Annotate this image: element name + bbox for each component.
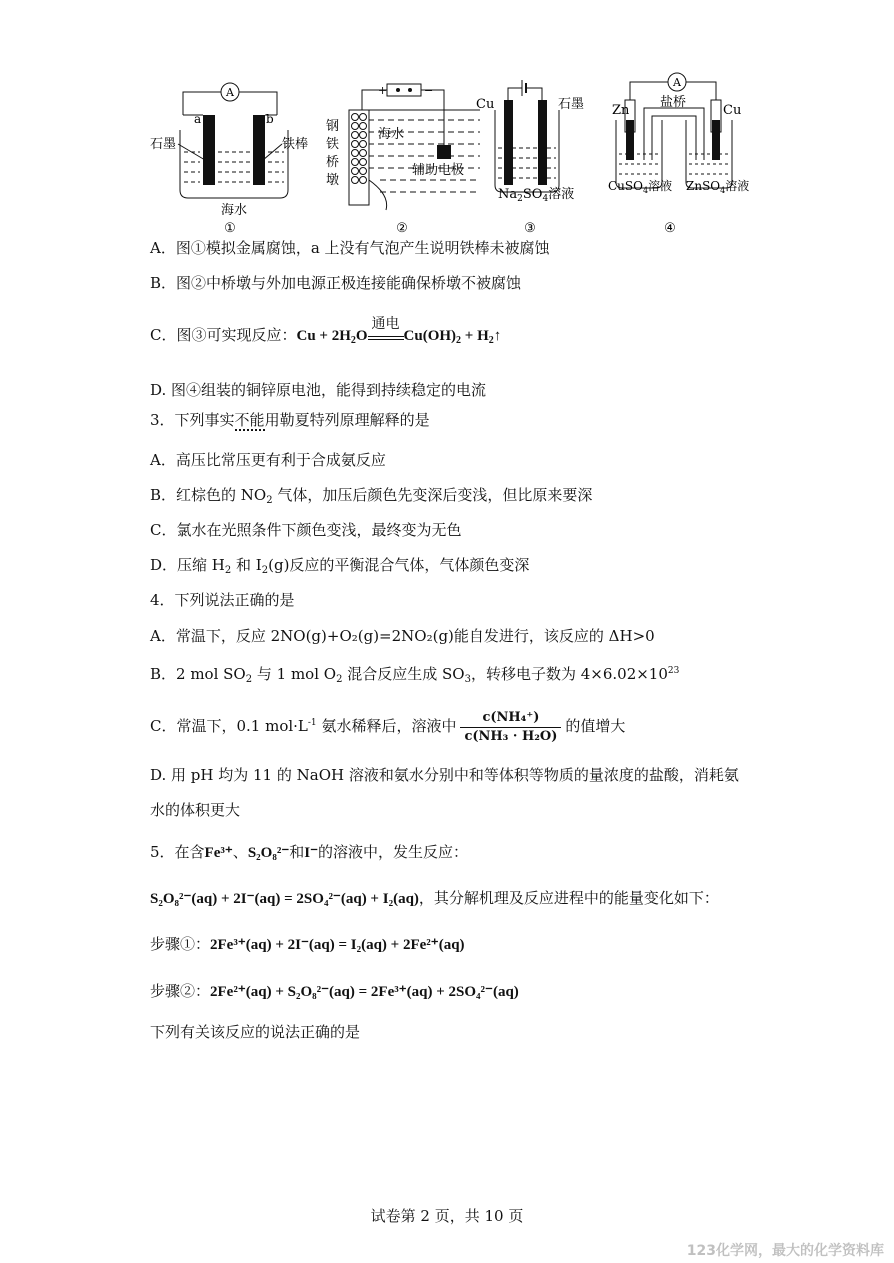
q5-overall-equation: S₂O₈²⁻(aq) + 2I⁻(aq) = 2SO₄²⁻(aq) + I₂(aq)，其分解机理及反应进程中的能量变化如下：: [150, 889, 719, 907]
fig1-meter: A: [226, 86, 234, 99]
fig1-label-a: a: [194, 112, 202, 126]
page-footer: 试卷第 2 页，共 10 页: [370, 1207, 524, 1225]
fig2-pier-3: 桥: [326, 155, 340, 170]
q3-option-a: A．高压比常压更有利于合成氨反应: [150, 451, 386, 469]
fig1-label-b: b: [266, 112, 274, 126]
apparatus-figures: [150, 70, 770, 235]
fig2-water: 海水: [378, 127, 405, 142]
figure-2: [326, 84, 480, 235]
fig3-right-label: 石墨: [558, 97, 585, 112]
q4-option-a: A．常温下，反应 2NO(g)+O₂(g)=2NO₂(g)能自发进行，该反应的 ΔH>0: [150, 627, 655, 645]
q3-option-d: D．压缩 $H_2$ 和 $I_2(g)$反应的平衡混合气体，气体颜色变深: [150, 556, 530, 576]
fig4-solution-1: CuSO$_4$溶液: [608, 179, 673, 195]
q5-step-1: 步骤①：2Fe³⁺(aq) + 2I⁻(aq) = I₂(aq) + 2Fe²⁺(aq): [150, 935, 465, 953]
fig2-pier-2: 铁: [326, 137, 340, 152]
fig3-number: ③: [524, 221, 536, 235]
q5-stem: 5．在含Fe³⁺、S₂O₈²⁻和I⁻的溶液中，发生反应：: [150, 843, 469, 861]
q4-option-c: C．常温下，0.1 $mol\cdot L^{-1}$ 氨水稀释后，溶液中 $\frac{\text{c(NH₄⁺)}}{\text{c(NH₃ · H₂O)}}$ 的值增大: [150, 709, 626, 744]
q3-option-c: C．氯水在光照条件下颜色变浅，最终变为无色: [150, 521, 462, 539]
fig2-aux: 辅助电极: [412, 163, 465, 178]
q4-option-b: B．2 mol $SO_2$ 与 1 mol $O_2$ 混合反应生成 $SO_3$，转移电子数为 $4\times 6.02\times 10^{23}$: [150, 665, 680, 685]
fig2-pier-1: 钢: [326, 119, 340, 134]
fig3-left-label: Cu: [476, 97, 495, 112]
fig1-liquid: 海水: [220, 203, 248, 218]
q5-tail: 下列有关该反应的说法正确的是: [150, 1023, 361, 1041]
fig4-meter: A: [673, 76, 681, 89]
q2-option-d: D. 图④组装的铜锌原电池，能得到持续稳定的电流: [150, 381, 487, 399]
q5-step-2: 步骤②：2Fe²⁺(aq) + S₂O₈²⁻(aq) = 2Fe³⁺(aq) + 2SO₄²⁻(aq): [150, 982, 519, 1000]
figure-1: [150, 83, 308, 235]
figure-4: [608, 73, 749, 235]
fig1-number: ①: [224, 221, 236, 235]
fig2-pier-4: 墩: [326, 173, 340, 188]
fig1-left-label: 石墨: [150, 137, 177, 152]
ratio-fraction: $\frac{\text{c(NH₄⁺)}}{\text{c(NH₃ · H₂O)}}$: [460, 709, 561, 746]
q3-option-b: B．红棕色的 $NO_2$ 气体，加压后颜色先变深后变浅，但比原来要深: [150, 486, 593, 506]
q2-option-b: B．图②中桥墩与外加电源正极连接能确保桥墩不被腐蚀: [150, 274, 522, 292]
q2-option-a: A．图①模拟金属腐蚀，a 上没有气泡产生说明铁棒未被腐蚀: [150, 239, 550, 257]
q2-option-c: C．图③可实现反应：$Cu + 2H_2O$ 通电 $Cu(OH)_2$ + $H_2↑$: [150, 316, 502, 346]
fig2-number: ②: [396, 221, 408, 235]
q4-option-d-line1: D. 用 pH 均为 11 的 NaOH 溶液和氨水分别中和等体积等物质的量浓度的盐酸，消耗氨: [150, 766, 739, 784]
fig4-solution-2: ZnSO$_4$溶液: [686, 179, 750, 195]
fig4-number: ④: [664, 221, 676, 235]
figure-3: [476, 80, 584, 235]
fig1-right-label: 铁棒: [282, 137, 309, 152]
fig4-bridge-label: 盐桥: [660, 95, 687, 110]
q4-option-d-line2: 水的体积更大: [150, 801, 241, 819]
fig3-solution: $Na_2SO_4$溶液: [498, 187, 575, 204]
fig4-left-label: Zn: [612, 103, 630, 118]
q3-stem: 3．下列事实不能用勒夏特列原理解释的是: [150, 411, 430, 429]
fig4-right-label: Cu: [723, 103, 742, 118]
fig2-minus: −: [424, 84, 434, 97]
watermark: 123化学网，最大的化学资料库: [686, 1243, 884, 1259]
fig2-plus: +: [378, 84, 388, 97]
q4-stem: 4．下列说法正确的是: [150, 591, 295, 609]
